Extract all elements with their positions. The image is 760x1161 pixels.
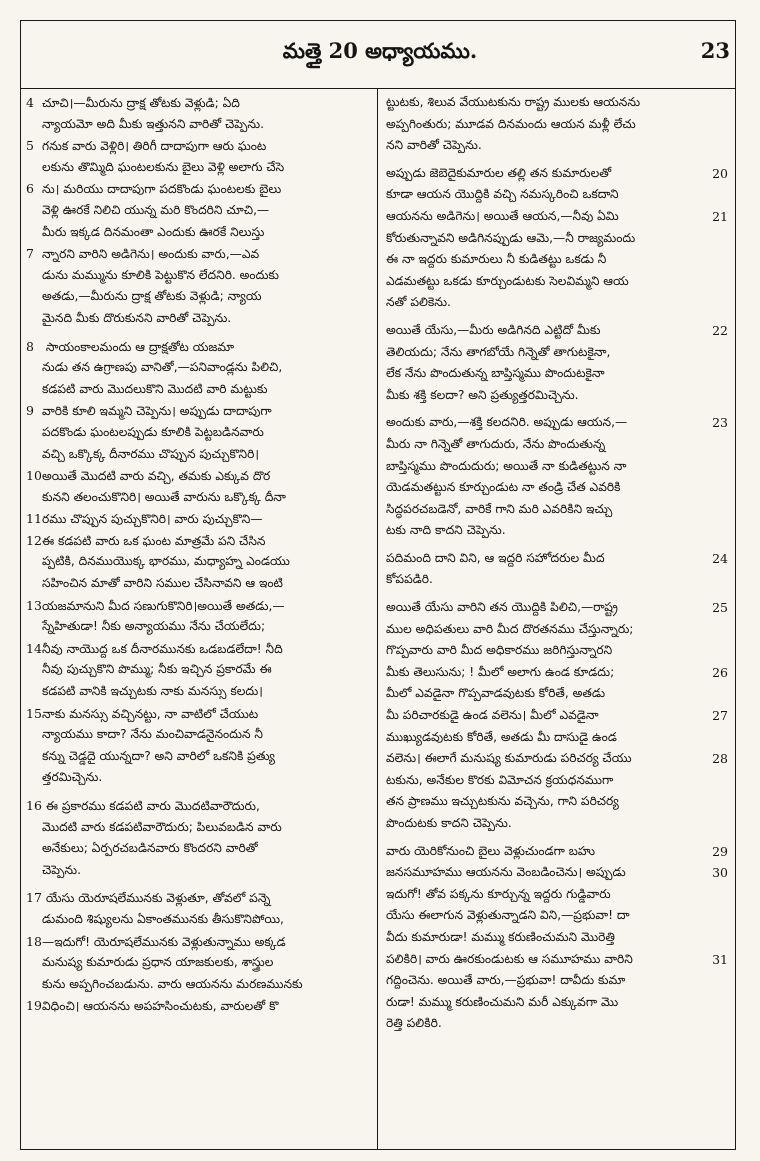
verse-text: ఈ కడపటి వారు ఒక ఘంట మాత్రమే పని చేసిన <box>42 533 266 548</box>
verse-number: 27 <box>710 705 728 727</box>
verse-text: డును మమ్మును కూలికి పెట్టుకొన లేదనిరి. అందుకు <box>42 267 279 282</box>
text-line <box>386 884 728 906</box>
verse-number: 19 <box>26 998 42 1014</box>
verse-text: తన ప్రాణము ఇచ్చుటకును వచ్చెను, గాని పరిచర్య <box>386 794 619 809</box>
verse-text: పదిమంది దాని విని, ఆ ఇద్దరి సహోదరుల మీద <box>386 550 605 565</box>
verse-text: ఎడమతట్టు ఒకడు కూర్చుండుటకు సెలవిమ్మని ఆయ <box>386 273 629 288</box>
text-line <box>386 271 728 293</box>
text-line <box>26 931 366 953</box>
text-line <box>26 616 366 638</box>
text-line <box>26 595 366 617</box>
verse-number: 26 <box>710 662 728 684</box>
verse-text: అనేకులు; ఏర్పరచబడినవారు కొందరని వారితో <box>42 841 258 856</box>
text-line <box>26 286 366 308</box>
text-line <box>386 320 728 342</box>
verse-text: ప్పటికి, దినముయొక్క భారము, మధ్యాహ్న ఎండయు <box>42 554 290 569</box>
verse-text: వారికి కూలి ఇమ్మని చెప్పెను। అప్పుడు దాదాపుగా <box>42 404 272 419</box>
text-line <box>386 597 728 619</box>
text-line <box>386 683 728 705</box>
text-line <box>386 520 728 542</box>
verse-text: మైనది మీకు దొరుకునని వారితో చెప్పెను. <box>42 310 232 325</box>
text-line <box>26 336 366 358</box>
text-line <box>386 135 728 157</box>
text-line <box>386 184 728 206</box>
verse-text: ఆయనను అడిగెను। అయితే ఆయన,—నీవు ఏమి <box>386 208 619 223</box>
text-line <box>26 444 366 466</box>
verse-text: డుమంది శిష్యులను ఏకాంతమునకు తీసుకొనిపోయి, <box>42 911 284 926</box>
text-line <box>386 434 728 456</box>
text-line <box>26 860 366 882</box>
verse-text: ను। మరియు దాదాపుగా పదకొండు ఘంటలకు బైలు <box>42 182 282 197</box>
verse-number: 20 <box>710 163 728 185</box>
verse-text: మొదటి వారు కడపటివారౌదురు; పిలువబడిన వారు <box>42 819 282 834</box>
verse-text: న్యాయమో అది మీకు ఇత్తునని వారితో చెప్పెను. <box>42 116 265 131</box>
text-line <box>26 157 366 179</box>
text-line <box>26 887 366 909</box>
text-line <box>26 222 366 244</box>
page-title: మత్తై 20 అధ్యాయము. <box>282 38 478 63</box>
text-line <box>386 114 728 136</box>
verse-text: న్నారని వారిని అడిగెను। అందుకు వారు,—ఎవ <box>42 247 260 262</box>
verse-number: 24 <box>710 548 728 570</box>
verse-text: సిద్ధపరచబడెనో, వారికే గాని మరి ఎవరికిని ఇచ్చు <box>386 501 613 516</box>
text-line <box>26 838 366 860</box>
text-line <box>26 952 366 974</box>
text-line <box>26 724 366 746</box>
text-line <box>26 265 366 287</box>
text-line <box>386 228 728 250</box>
text-line <box>386 342 728 364</box>
verse-number: 31 <box>710 949 728 971</box>
verse-number: 5 <box>26 138 34 154</box>
text-line <box>386 456 728 478</box>
verse-text: నీవు పుచ్చుకొని పొమ్ము; నీకు ఇచ్చిన ప్రకారమే ఈ <box>42 662 272 677</box>
text-line <box>26 487 366 509</box>
verse-text: మీరు నా గిన్నెతో తాగుదురు, నేను పొందుతున్న <box>386 436 606 451</box>
page-number: 23 <box>700 38 730 63</box>
verse-text: స్నేహితుడా! నీకు అన్యాయము నేను చేయలేదు; <box>42 619 266 634</box>
verse-number: 29 <box>710 841 728 863</box>
verse-text: అయితే యేసు వారిని తన యొద్దికి పిలిచి,—రాష్ట్ర <box>386 600 618 615</box>
text-line <box>26 465 366 487</box>
verse-text: గనుక వారు వెళ్లిరి। తిరిగీ దాదాపుగా ఆరు ఘంట <box>42 139 267 154</box>
text-line <box>26 308 366 330</box>
verse-number: 21 <box>710 206 728 228</box>
verse-number: 12 <box>26 532 42 548</box>
verse-text: విధించి। ఆయనను అపహసించుటకు, వారులతో కొ <box>42 999 279 1014</box>
verse-text: ట్టుటకు, శిలువ వేయుటకును రాష్ట్ర ములకు ఆయనను <box>386 95 641 109</box>
column-divider <box>377 88 378 1150</box>
verse-text: ముల అధిపతులు వారి మీద దొరతనము చేస్తున్నారు; <box>386 621 634 636</box>
verse-text: కునని తలంచుకొనిరి। అయితే వారును ఒక్కొక్క దీనా <box>42 489 286 504</box>
verse-text: రుడా! మమ్ము కరుణించుమని మరీ ఎక్కువగా మొ <box>386 994 619 1009</box>
verse-number: 14 <box>26 640 42 656</box>
text-line <box>26 357 366 379</box>
text-line <box>386 569 728 591</box>
verse-text: రెత్తి పలికిరి. <box>386 1016 442 1031</box>
verse-number: 25 <box>710 597 728 619</box>
verse-number: 30 <box>710 862 728 884</box>
verse-text: నుడు తన ఉగ్రాణపు వానితో,—పనివాండ్లను పిలిచి, <box>42 360 283 375</box>
text-line <box>26 638 366 660</box>
text-line <box>386 385 728 407</box>
verse-text: న్యాయము కాదా? నేను మంచివాడనైనందున నీ <box>42 727 263 742</box>
verse-text: చూచి।—మీరును ద్రాక్ష తోటకు వెళ్లుడి; ఏది <box>42 96 240 110</box>
text-line <box>386 813 728 835</box>
text-line <box>26 400 366 422</box>
text-line <box>26 379 366 401</box>
text-line <box>26 817 366 839</box>
verse-text: అతడు,—మీరును ద్రాక్ష తోటకు వెళ్లుడి; న్యాయ <box>42 289 262 304</box>
text-line <box>386 292 728 314</box>
verse-text: నని వారితో చెప్పెను. <box>386 138 482 153</box>
verse-text: కడపటి వారు మొదలుకొని మొదటి వారి మట్టుకు <box>42 381 268 396</box>
verse-text: ఈ ప్రకారము కడపటి వారు మొదటివారౌదురు, <box>42 799 260 813</box>
verse-text: ఈ నా ఇద్దరు కుమారులు నీ కుడితట్టు ఒకడు నీ <box>386 252 607 267</box>
verse-text: కోరుతున్నావని అడిగినప్పుడు ఆమె,—నీ రాజ్యమందు <box>386 230 636 245</box>
verse-number: 9 <box>26 403 34 419</box>
left-text-column <box>26 92 366 1142</box>
verse-number: 10 <box>26 468 42 484</box>
header-rule <box>20 88 736 89</box>
text-line <box>386 619 728 641</box>
verse-text: నతో పలికెను. <box>386 295 451 310</box>
verse-text: అప్పగింతురు; మూడవ దినమందు ఆయన మళ్లీ లేచు <box>386 116 636 131</box>
verse-text: ముఖ్యుడవుటకు కోరితే, అతడు మీ దాసుడై ఉండ <box>386 729 617 744</box>
verse-text: అప్పుడు జెబెదైకుమారుల తల్లి తన కుమారులతో <box>386 165 612 180</box>
verse-text: కన్ను చెడ్డదై యున్నదా? అని వారిలో ఒకనికి ప్రత్యు <box>42 748 275 763</box>
text-line <box>26 135 366 157</box>
text-line <box>386 548 728 570</box>
text-line <box>26 974 366 996</box>
text-line <box>26 551 366 573</box>
verse-text: యేసు యెరూషలేమునకు వెళ్లుతూ, తోవలో పన్నె <box>42 891 271 906</box>
text-line <box>26 573 366 595</box>
text-line <box>386 163 728 185</box>
verse-number: 16 <box>26 798 42 813</box>
verse-text: మీలో ఎవడైనా గొప్పవాడవుటకు కోరితే, అతడు <box>386 686 606 701</box>
text-line <box>386 206 728 228</box>
verse-text: చెప్పెను. <box>42 862 81 877</box>
verse-text: యెడమతట్టున కూర్చుండుట నా తండ్రి చేత ఎవరికి <box>386 480 621 495</box>
verse-text: మీ పరిచారకుడై ఉండ వలెను। మీలో ఎవడైనా <box>386 708 599 723</box>
text-line <box>386 705 728 727</box>
verse-text: వచ్చి ఒక్కొక్క దీనారము చొప్పున పుచ్చుకొనిరి। <box>42 446 259 461</box>
text-line <box>386 499 728 521</box>
verse-text: యజమానుని మీద సణుగుకొనిరి।అయితే అతడు,— <box>42 598 285 613</box>
verse-text: మీకు తెలుసును; ! మీలో అలాగు ఉండ కూడదు; <box>386 664 615 679</box>
verse-text: యేసు ఈలాగున వెళ్లుతున్నాడని విని,—ప్రభువా! దా <box>386 908 630 923</box>
text-line <box>386 1013 728 1035</box>
text-line <box>26 681 366 703</box>
text-line <box>26 508 366 530</box>
verse-text: —ఇదుగో! యెరూషలేమునకు వెళ్లుతున్నాము అక్కడ <box>42 934 286 949</box>
text-line <box>386 770 728 792</box>
verse-text: మీకు శక్తి కలదా? అని ప్రత్యుత్తరమిచ్చెను. <box>386 387 579 402</box>
verse-text: రము చొప్పున పుచ్చుకొనిరి। వారు పుచ్చుకొని— <box>42 512 263 527</box>
text-line <box>26 659 366 681</box>
text-line <box>26 703 366 725</box>
text-line <box>386 992 728 1014</box>
text-line <box>26 114 366 136</box>
text-line <box>26 795 366 817</box>
text-line <box>26 422 366 444</box>
text-line <box>386 640 728 662</box>
verse-text: తెలియదు; నేను తాగబోయే గిన్నెతో తాగుటకైనా, <box>386 344 611 359</box>
verse-text: వారు యెరికోనుంచి బైలు వెళ్లుచుండగా బహు <box>386 843 595 858</box>
text-line <box>386 748 728 770</box>
text-line <box>386 249 728 271</box>
verse-text: వలెను। ఈలాగే మనుష్య కుమారుడు పరిచర్య చేయు <box>386 751 632 766</box>
verse-text: గొప్పవారు వారి మీద అధికారము జరిగిస్తున్నారని <box>386 643 613 658</box>
verse-text: పదకొండు ఘంటలప్పుడు కూలికి పెట్టబడినవారు <box>42 424 264 439</box>
verse-number: 23 <box>710 412 728 434</box>
verse-number: 28 <box>710 748 728 770</box>
verse-text: త్తరమిచ్చెను. <box>42 770 103 785</box>
verse-text: లేక నేను పొందుతున్న బాప్తిస్మము పొందుటకైనా <box>386 366 605 381</box>
text-line <box>26 200 366 222</box>
verse-number: 17 <box>26 890 42 906</box>
verse-text: కును అప్పగించబడును. వారు ఆయనను మరణమునకు <box>42 976 303 991</box>
verse-text: వెళ్లి ఊరకే నిలిచి యున్న మరి కొందరిని చూచి,— <box>42 202 270 217</box>
verse-number: 22 <box>710 320 728 342</box>
verse-text: కూడా ఆయన యొద్దికి వచ్చి నమస్కరించి ఒకదాని <box>386 187 619 202</box>
text-line <box>386 862 728 884</box>
text-line <box>26 178 366 200</box>
right-text-column <box>386 92 728 1142</box>
text-line <box>26 92 366 114</box>
verse-number: 7 <box>26 246 34 262</box>
verse-text: పలికిరి। వారు ఊరకుండుటకు ఆ సమూహము వారిని <box>386 951 633 966</box>
text-line <box>386 477 728 499</box>
text-line <box>386 841 728 863</box>
verse-text: గద్దించెను. అయితే వారు,—ప్రభువా! దావీదు కుమా <box>386 973 626 988</box>
verse-text: మనుష్య కుమారుడు ప్రధాన యాజకులకు, శాస్త్రుల <box>42 955 274 970</box>
verse-text: జనసమూహము ఆయనను వెంబడించెను। అప్పుడు <box>386 865 626 880</box>
verse-number: 18 <box>26 933 42 949</box>
text-line <box>386 949 728 971</box>
verse-text: అయితే మొదటి వారు వచ్చి, తమకు ఎక్కువ దొర <box>42 469 271 484</box>
verse-text: నాకు మనస్సు వచ్చినట్టు, నా వాటిలో చేయుట <box>42 706 259 721</box>
verse-number: 4 <box>26 95 34 110</box>
text-line <box>386 92 728 114</box>
text-line <box>26 767 366 789</box>
text-line <box>26 746 366 768</box>
text-line <box>386 412 728 434</box>
text-line <box>386 927 728 949</box>
verse-number: 8 <box>26 338 34 354</box>
text-line <box>386 905 728 927</box>
text-line <box>26 243 366 265</box>
verse-text: పొందుటకు కాదని చెప్పెను. <box>386 816 512 830</box>
text-line <box>26 909 366 931</box>
text-line <box>386 970 728 992</box>
verse-text: వీదు కుమారుడా! మమ్ము కరుణించుమని మొరెత్తి <box>386 929 615 944</box>
verse-text: అందుకు వారు,—శక్తి కలదనిరి. అప్పుడు ఆయన,— <box>386 415 628 430</box>
verse-text: లకును తొమ్మిది ఘంటలకును బైలు వెళ్లి అలాగు చేసె <box>42 159 285 174</box>
verse-number: 13 <box>26 597 42 613</box>
text-line <box>386 363 728 385</box>
verse-text: బాప్తిస్మము పొందుదురు; అయితే నా కుడితట్టున నా <box>386 458 627 473</box>
verse-text: మీరు ఇక్కడ దినమంతా ఎందుకు ఊరకే నిలుస్తు <box>42 224 265 239</box>
text-line <box>386 791 728 813</box>
verse-number: 11 <box>26 511 42 527</box>
verse-number: 15 <box>26 705 42 721</box>
verse-text: టకును, అనేకుల కొరకు విమోచన క్రయధనముగా <box>386 772 614 787</box>
verse-text: సాయంకాలమందు ఆ ద్రాక్షతోట యజమా <box>42 339 235 354</box>
text-line <box>386 727 728 749</box>
text-line <box>386 662 728 684</box>
verse-number: 6 <box>26 181 34 197</box>
verse-text: నీవు నాయొద్ద ఒక దీనారమునకు ఒడబడలేదా! నీది <box>42 641 283 656</box>
verse-text: అయితే యేసు,—మీరు అడిగినది ఎట్టిదో మీకు <box>386 322 601 337</box>
verse-text: టకు నాది కాదని చెప్పెను. <box>386 523 506 538</box>
verse-text: కోపపడిరి. <box>386 572 433 587</box>
text-line <box>26 530 366 552</box>
text-line <box>26 995 366 1017</box>
verse-text: కడపటి వానికి ఇచ్చుటకు నాకు మనస్సు కలదు। <box>42 684 263 699</box>
verse-text: సహించిన మాతో వారిని సముల చేసినావని ఆ ఇంటి <box>42 576 283 591</box>
verse-text: ఇదుగో! తోవ పక్కను కూర్చున్న ఇద్దరు గుడ్డివారు <box>386 886 611 901</box>
